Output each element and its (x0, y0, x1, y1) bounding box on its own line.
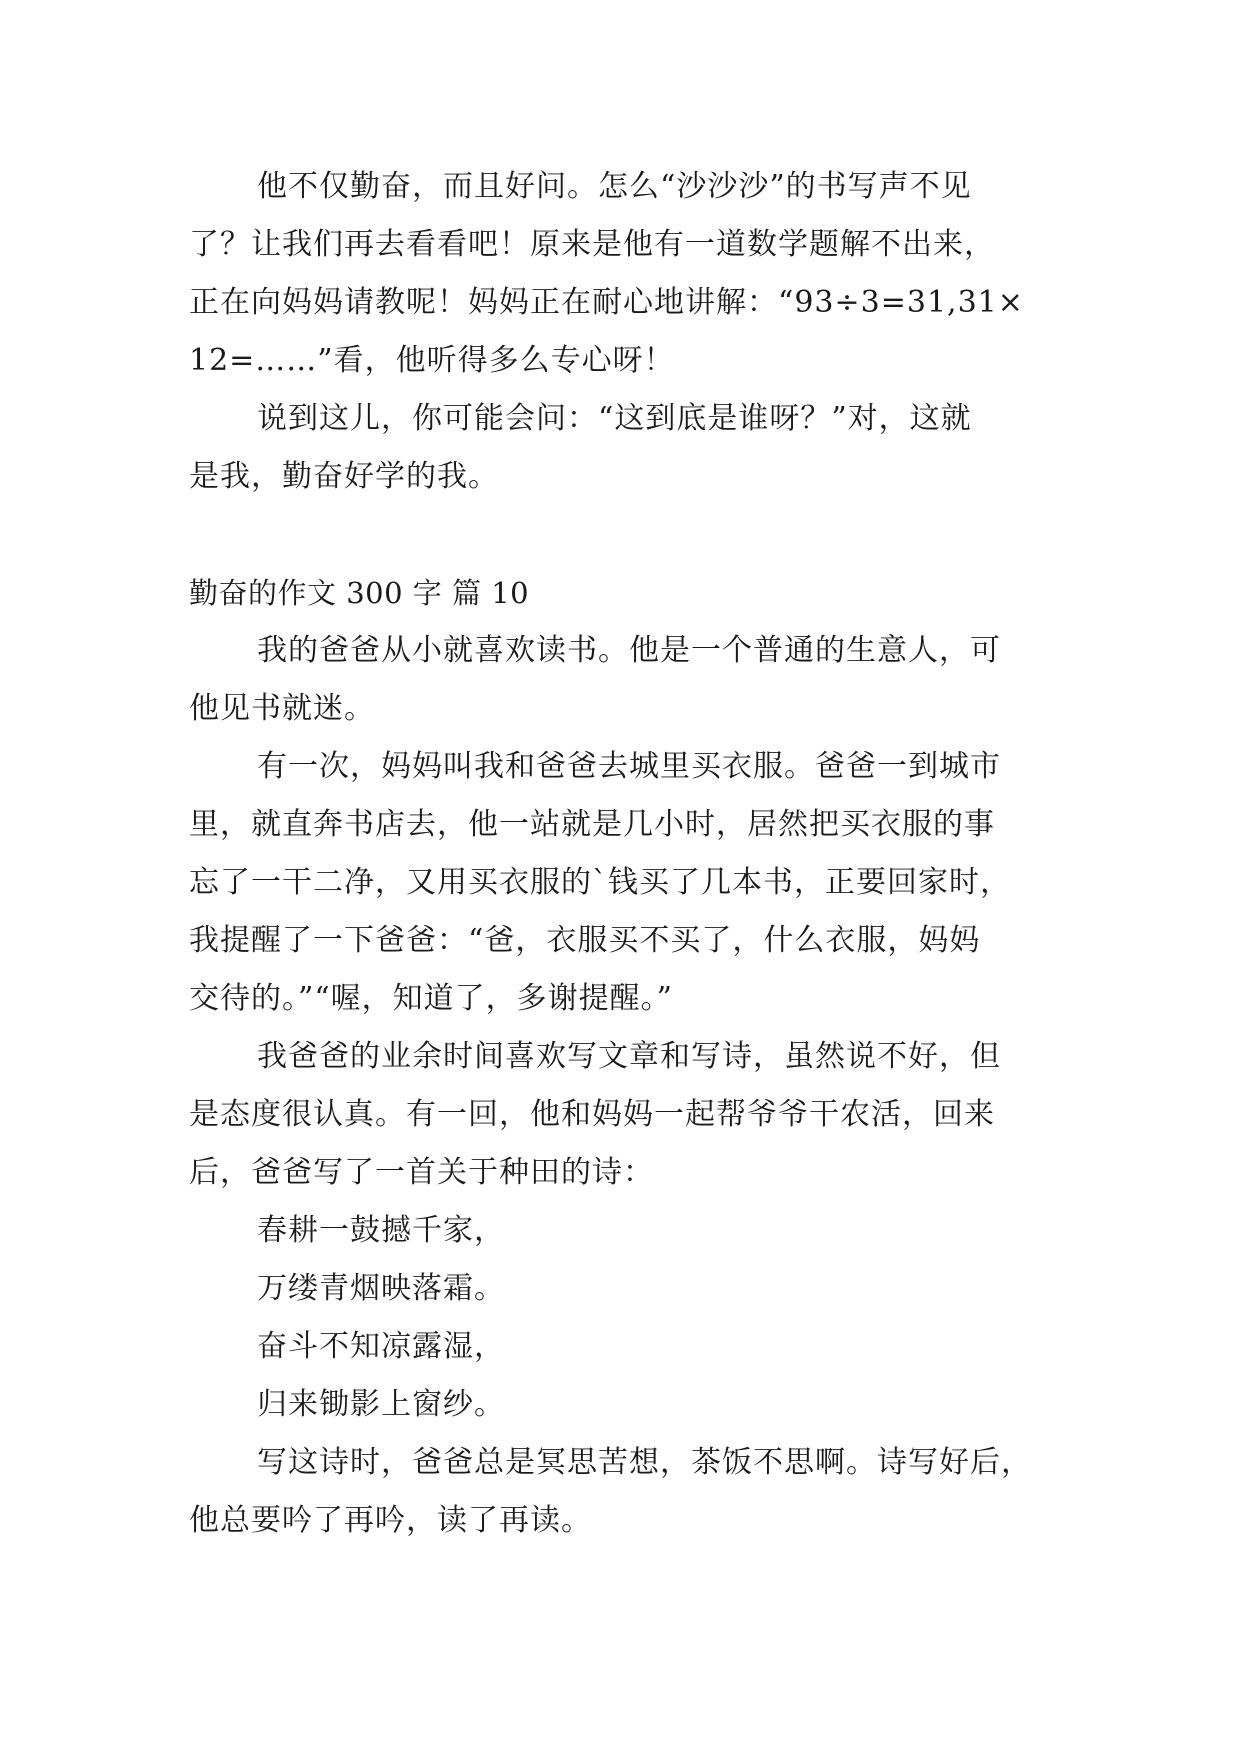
paragraph-line: 后，爸爸写了一首关于种田的诗： (189, 1155, 654, 1190)
paragraph-line: 了？让我们再去看看吧！原来是他有一道数学题解不出来， (189, 227, 995, 262)
paragraph-line: 说到这儿，你可能会问：“这到底是谁呀？”对，这就 (257, 401, 972, 436)
paragraph-line: 他见书就迷。 (189, 691, 375, 726)
paragraph-line: 有一次，妈妈叫我和爸爸去城里买衣服。爸爸一到城市 (257, 749, 1001, 784)
section-title: 勤奋的作文 300 字 篇 10 (189, 576, 530, 610)
poem-line: 万缕青烟映落霜。 (257, 1271, 505, 1306)
paragraph-line: 12=……”看，他听得多么专心呀！ (189, 343, 675, 378)
paragraph-line: 我爸爸的业余时间喜欢写文章和写诗，虽然说不好，但 (257, 1039, 1001, 1074)
paragraph-line: 他总要吟了再吟，读了再读。 (189, 1503, 592, 1538)
paragraph-line: 我的爸爸从小就喜欢读书。他是一个普通的生意人，可 (257, 633, 1001, 668)
paragraph-line: 我提醒了一下爸爸：“爸，衣服买不买了，什么衣服，妈妈 (189, 923, 981, 958)
paragraph-line: 里，就直奔书店去，他一站就是几小时，居然把买衣服的事 (189, 807, 995, 842)
paragraph-line: 写这诗时，爸爸总是冥思苦想，茶饭不思啊。诗写好后， (257, 1445, 1032, 1480)
paragraph-line: 忘了一干二净，又用买衣服的`钱买了几本书，正要回家时， (189, 865, 1011, 900)
paragraph-line: 是态度很认真。有一回，他和妈妈一起帮爷爷干农活，回来 (189, 1097, 995, 1132)
poem-line: 春耕一鼓撼千家， (257, 1213, 505, 1248)
poem-line: 归来锄影上窗纱。 (257, 1387, 505, 1422)
paragraph-line: 交待的。”“喔，知道了，多谢提醒。” (189, 981, 674, 1016)
poem-line: 奋斗不知凉露湿， (257, 1329, 505, 1364)
paragraph-line: 正在向妈妈请教呢！妈妈正在耐心地讲解：“93÷3=31,31× (189, 285, 1024, 320)
paragraph-line: 他不仅勤奋，而且好问。怎么“沙沙沙”的书写声不见 (257, 169, 972, 204)
paragraph-line: 是我，勤奋好学的我。 (189, 459, 499, 494)
